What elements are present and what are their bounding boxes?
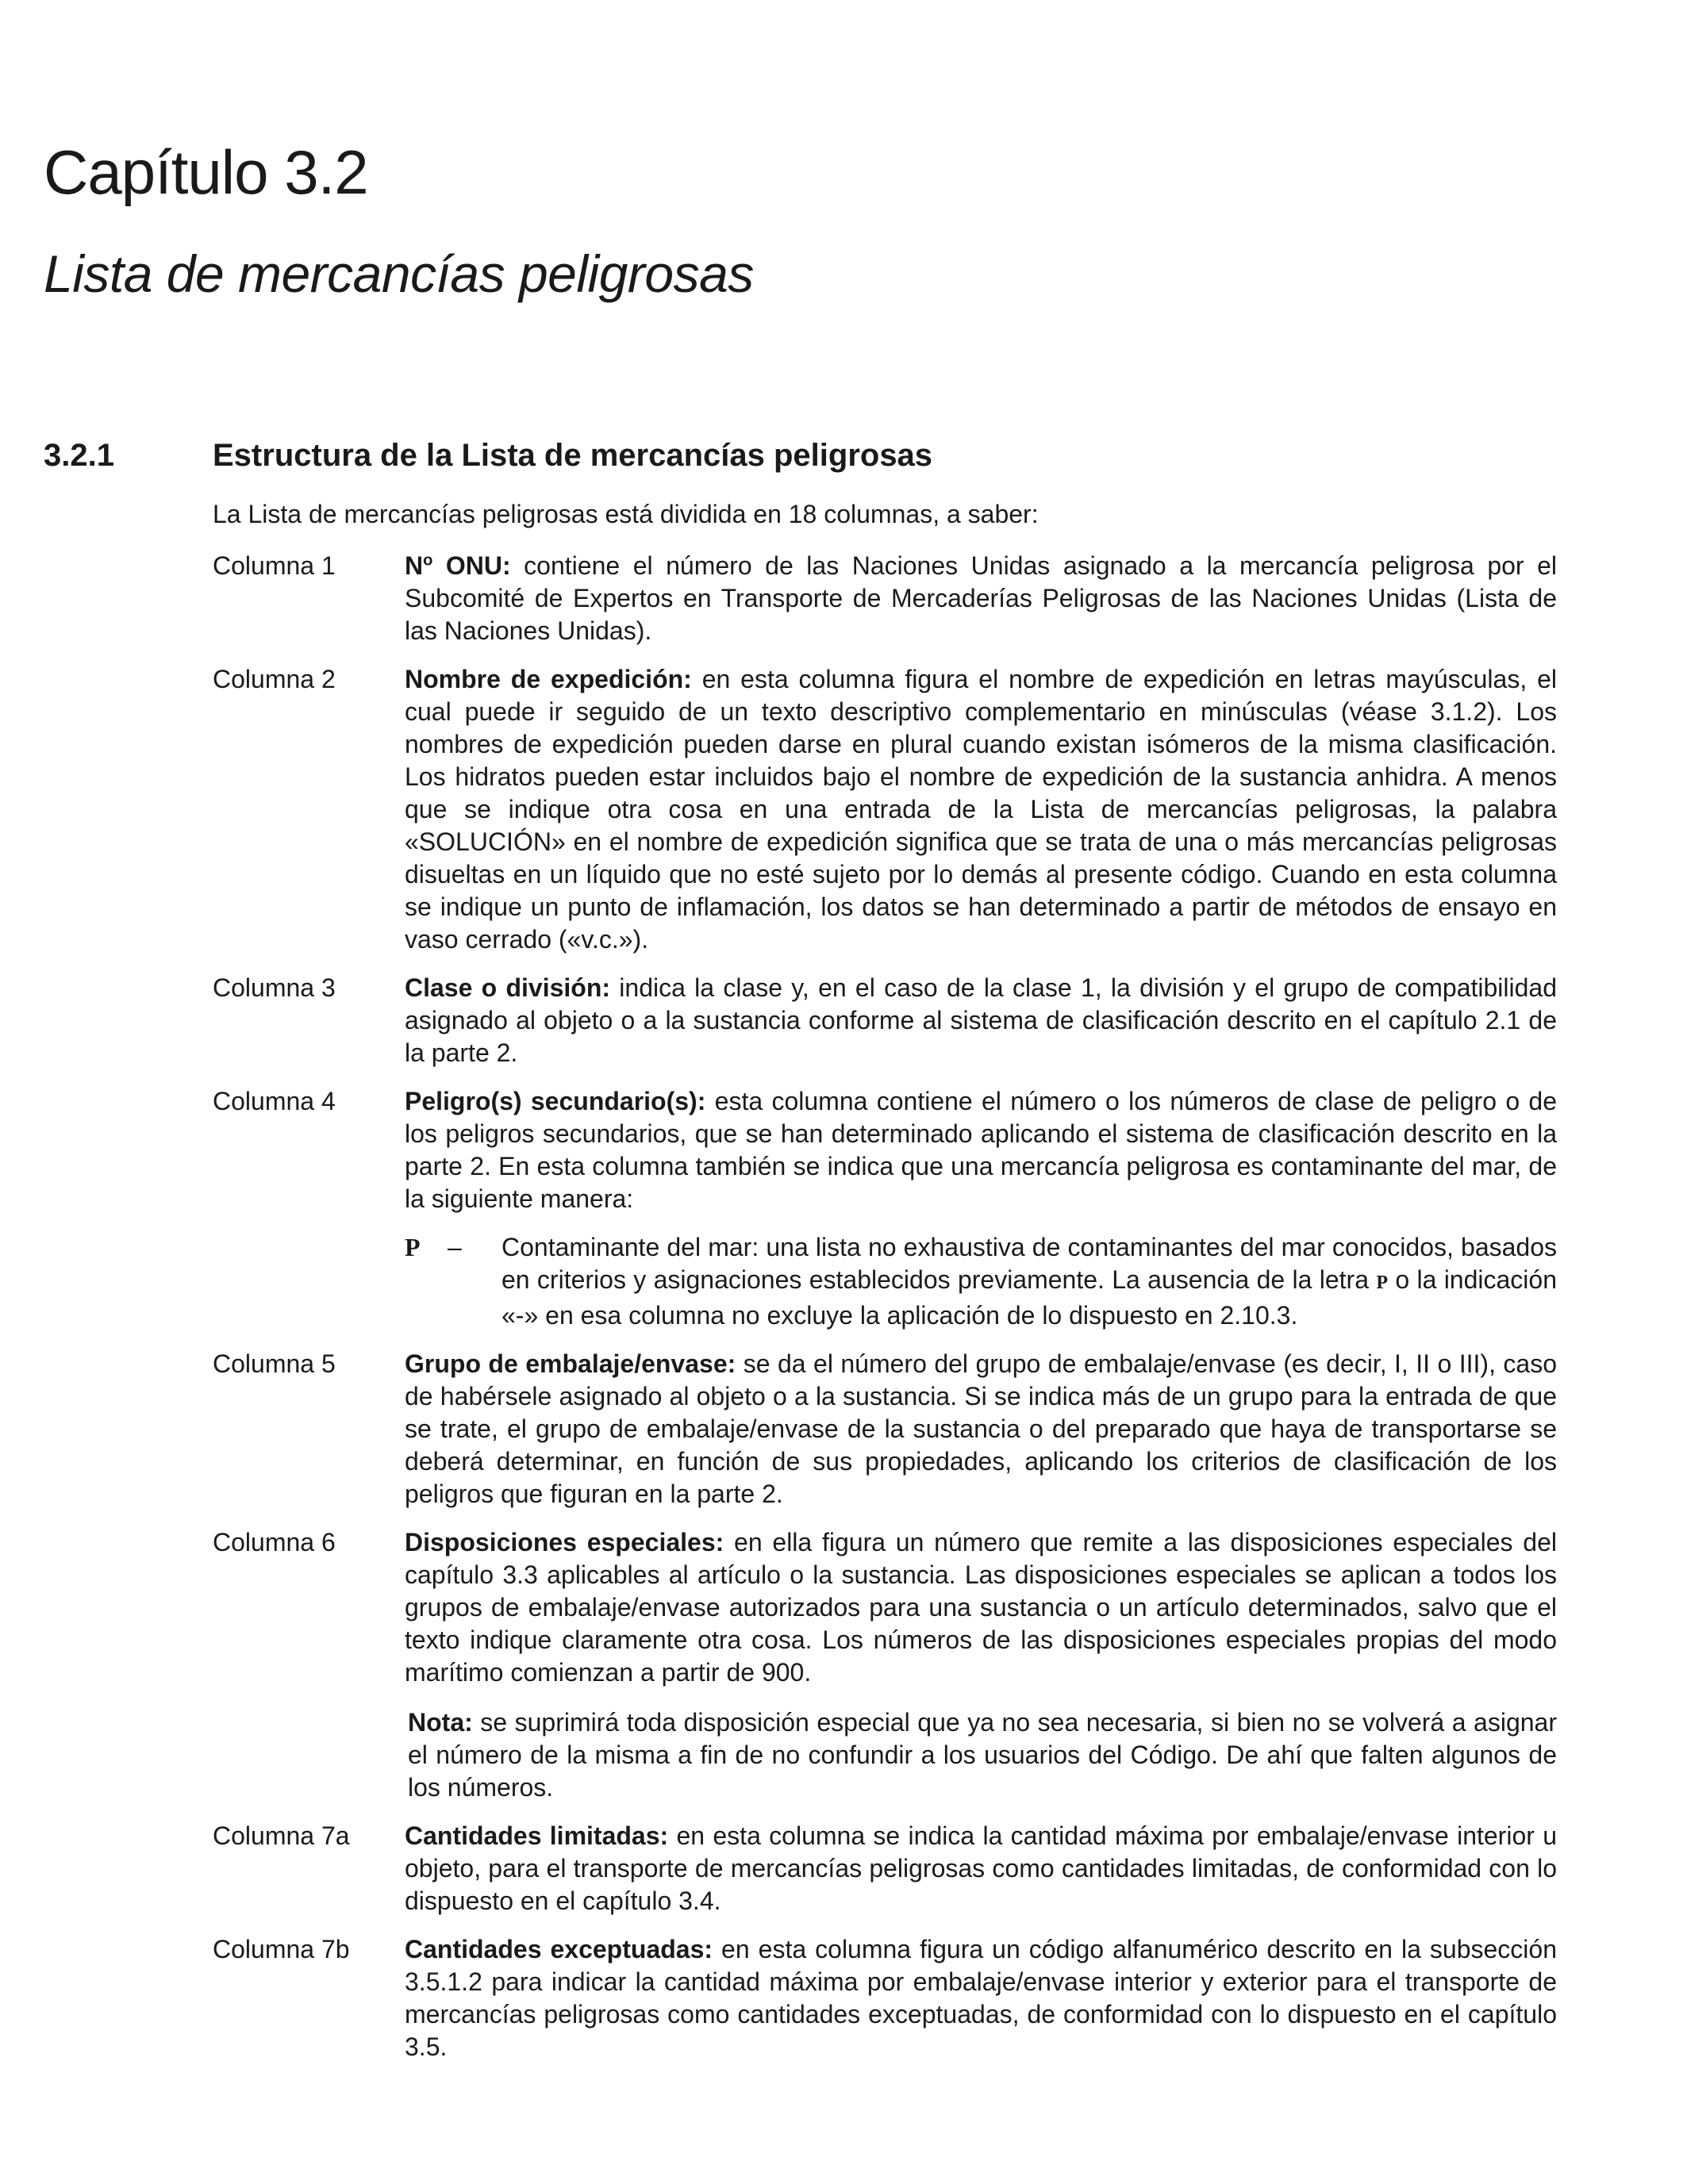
note-label: Nota: bbox=[408, 1708, 473, 1737]
marine-pollutant-inline-symbol: P bbox=[1376, 1272, 1388, 1293]
column-description-text bbox=[405, 972, 1557, 1069]
section-title: Estructura de la Lista de mercancías peligrosas bbox=[213, 438, 933, 473]
column-label: Columna 2 bbox=[213, 665, 336, 693]
column-label: Columna 3 bbox=[213, 973, 336, 1002]
marine-pollutant-text bbox=[501, 1231, 1557, 1332]
column-text: indica la clase y, en el caso de la clase 1, la división y el grupo de compatibilidad asignado al objeto o a la sustancia conforme al sistema de clasificación descrito en el capítulo 2.1 de la parte 2. bbox=[405, 973, 1558, 1067]
column-text: en esta columna se indica la cantidad máxima por embalaje/envase interior u objeto, para el transporte de mercancías peligrosas como cantidades limitadas, de conformidad con lo dispuesto en el capítulo 3.4. bbox=[405, 1821, 1558, 1915]
term-superscript: o bbox=[423, 551, 433, 570]
column-description bbox=[405, 1085, 1557, 1332]
note bbox=[408, 1706, 1557, 1804]
column-label: Columna 5 bbox=[213, 1349, 336, 1378]
column-description bbox=[405, 1933, 1557, 2063]
column-description-text bbox=[405, 663, 1557, 956]
column-text: esta columna contiene el número o los números de clase de peligro o de los peligros secundarios, que se han determinado aplicando el sistema de clasificación descrito en la parte 2. En esta columna también se indica que una mercancía peligrosa es contaminante del mar, de la siguiente manera: bbox=[405, 1087, 1558, 1213]
column-description bbox=[405, 663, 1557, 956]
chapter-title: Capítulo 3.2 bbox=[44, 137, 368, 207]
column-label: Columna 4 bbox=[213, 1087, 336, 1115]
column-description-text bbox=[405, 1820, 1557, 1917]
section-number: 3.2.1 bbox=[44, 438, 114, 473]
column-definition bbox=[213, 663, 1557, 956]
column-label: Columna 6 bbox=[213, 1528, 336, 1556]
column-text: contiene el número de las Naciones Unidas asignado a la mercancía peligrosa por el Subcomité de Expertos en Transporte de Mercaderías Peligrosas de las Naciones Unidas (Lista de las Naciones Unidas). bbox=[405, 551, 1558, 645]
column-definition bbox=[213, 1933, 1557, 2063]
column-definition bbox=[213, 972, 1557, 1069]
column-label: Columna 7b bbox=[213, 1935, 350, 1963]
column-definition bbox=[213, 1820, 1557, 1917]
column-label: Columna 7a bbox=[213, 1821, 350, 1850]
column-term: Nombre de expedición: bbox=[405, 665, 692, 693]
column-description bbox=[405, 1820, 1557, 1917]
list-dash: – bbox=[448, 1233, 462, 1261]
column-label: Columna 1 bbox=[213, 551, 336, 580]
column-term: Clase o división: bbox=[405, 973, 611, 1002]
column-description-text bbox=[405, 1526, 1557, 1689]
column-description bbox=[405, 1348, 1557, 1510]
marine-pollutant-symbol: P bbox=[405, 1233, 421, 1261]
section-intro: La Lista de mercancías peligrosas está dividida en 18 columnas, a saber: bbox=[213, 500, 1039, 528]
marine-pollutant-item bbox=[405, 1231, 1557, 1332]
column-definition bbox=[213, 550, 1557, 647]
column-definition bbox=[213, 1526, 1557, 1804]
column-definitions-list bbox=[213, 550, 1557, 2079]
column-definition bbox=[213, 1085, 1557, 1332]
column-text: en esta columna figura el nombre de expedición en letras mayúsculas, el cual puede ir seguido de un texto descriptivo complementario en minúsculas (véase 3.1.2). Los nombres de expedición pueden darse en plural cuando existan isómeros de la misma clasificación. Los hidratos pueden estar incluidos bajo el nombre de expedición de la sustancia anhidra. A menos que se indique otra cosa en una entrada de la Lista de mercancías peligrosas, la palabra «SOLUCIÓN» en el nombre de expedición significa que se trata de una o más mercancías peligrosas disueltas en un líquido que no esté sujeto por lo demás al presente código. Cuando en esta columna se indique un punto de inflamación, los datos se han determinado a partir de métodos de ensayo en vaso cerrado («v.c.»). bbox=[405, 665, 1558, 954]
term-suffix: ONU: bbox=[432, 551, 511, 580]
chapter-subtitle: Lista de mercancías peligrosas bbox=[44, 244, 754, 303]
column-description bbox=[405, 550, 1557, 647]
column-term bbox=[405, 551, 511, 580]
column-text: en esta columna figura un código alfanumérico descrito en la subsección 3.5.1.2 para indicar la cantidad máxima por embalaje/envase interior y exterior para el transporte de mercancías peligrosas como cantidades exceptuadas, de conformidad con lo dispuesto en el capítulo 3.5. bbox=[405, 1935, 1558, 2061]
column-term: Cantidades limitadas: bbox=[405, 1821, 669, 1850]
column-term: Cantidades exceptuadas: bbox=[405, 1935, 713, 1963]
term-prefix: N bbox=[405, 551, 424, 580]
column-description-text bbox=[405, 1085, 1557, 1215]
column-description bbox=[405, 972, 1557, 1069]
note-text: se suprimirá toda disposición especial que ya no sea necesaria, si bien no se volverá a asignar el número de la misma a fin de no confundir a los usuarios del Código. De ahí que falten algunos de los números. bbox=[408, 1708, 1557, 1802]
column-text: se da el número del grupo de embalaje/envase (es decir, I, II o III), caso de habérsele asignado al objeto o a la sustancia. Si se indica más de un grupo para la entrada de que se trate, el grupo de embalaje/envase de la sustancia o del preparado que haya de transportarse se deberá determinar, en función de sus propiedades, aplicando los criterios de clasificación de los peligros que figuran en la parte 2. bbox=[405, 1349, 1558, 1508]
marine-pollutant-text-a: Contaminante del mar: una lista no exhaustiva de contaminantes del mar conocidos, basados en criterios y asignaciones establecidos previamente. La ausencia de la letra bbox=[501, 1233, 1557, 1294]
column-definition bbox=[213, 1348, 1557, 1510]
column-term: Disposiciones especiales: bbox=[405, 1528, 724, 1556]
column-description bbox=[405, 1526, 1557, 1804]
column-description-text bbox=[405, 550, 1557, 647]
column-term: Peligro(s) secundario(s): bbox=[405, 1087, 706, 1115]
column-text: en ella figura un número que remite a las disposiciones especiales del capítulo 3.3 aplicables al artículo o la sustancia. Las disposiciones especiales se aplican a todos los grupos de embalaje/envase autorizados para una sustancia o un artículo determinados, salvo que el texto indique claramente otra cosa. Los números de las disposiciones especiales propias del modo marítimo comienzan a partir de 900. bbox=[405, 1528, 1558, 1687]
column-description-text bbox=[405, 1933, 1557, 2063]
column-term: Grupo de embalaje/envase: bbox=[405, 1349, 736, 1378]
column-description-text bbox=[405, 1348, 1557, 1510]
marine-pollutant-text-b: o la indicación «-» en esa columna no excluye la aplicación de lo dispuesto en 2.10.3. bbox=[501, 1265, 1557, 1330]
